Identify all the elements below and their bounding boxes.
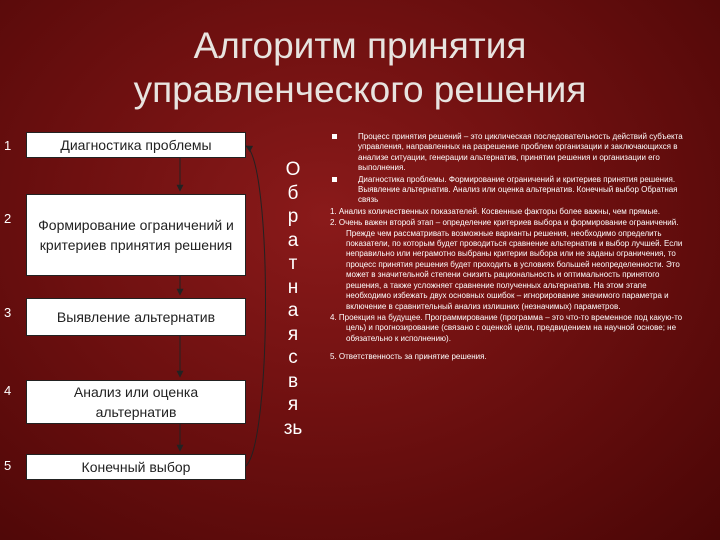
bullet-item: Диагностика проблемы. Формирование ограничений и критериев принятия решения. Выявление альтернатив. Анализ или оценка альтернатив. Конечный выбор Обратная связь xyxy=(326,175,688,206)
step-label: Конечный выбор xyxy=(81,459,191,475)
feedback-letter: с xyxy=(288,347,298,368)
step-number-1: 1 xyxy=(4,138,12,153)
feedback-vertical-label xyxy=(281,158,305,440)
feedback-letter: б xyxy=(287,182,299,204)
step-label: Диагностика проблемы xyxy=(60,137,212,153)
feedback-letter: я xyxy=(287,323,299,345)
step-number-5: 5 xyxy=(4,458,12,473)
explanation-text xyxy=(326,132,688,363)
feedback-letter: зь xyxy=(283,417,303,439)
feedback-letter: О xyxy=(285,159,301,180)
numbered-item: 2. Очень важен второй этап – определение критериев выбора и формирование ограничений. Прежде чем рассматривать возможные варианты решения, необходимо определить показатели, по которым будет проводиться сравнение альтернатив и выбор лучшей. Если неправильно или неграмотно выбраны критерии выбора или не заданы ограничения, то процесс принятия решения будет проходить в условиях большей неопределенности. Это может в значительной степени снизить рациональность и оптимальность принятого решения, а также усложняет сравнение полученных альтернатив. На этом этапе необходимо избежать двух основных ошибок – игнорирование значимого параметра и включение в сравнительный анализ излишних (незначимых) параметров. xyxy=(330,218,683,311)
feedback-letter: а xyxy=(287,229,299,251)
step-label: Формирование ограничений и критериев принятия решения xyxy=(38,217,234,253)
step-label: Выявление альтернатив xyxy=(56,309,216,325)
numbered-item: 1. Анализ количественных показателей. Косвенные факторы более важны, чем прямые. xyxy=(330,206,660,216)
numbered-item: 5. Ответственность за принятие решения. xyxy=(330,352,487,362)
square-bullet-icon xyxy=(332,134,337,139)
feedback-letter: н xyxy=(287,276,299,298)
feedback-letter: я xyxy=(287,394,299,415)
numbered-item: 4. Проекция на будущее. Программирование (программа – это что-то временное под какую-то цель) и прогнозирование (связано с оценкой цели, предвидением на научной основе; не обязательно к исполнению). xyxy=(330,312,683,343)
step-label: Анализ или оценка альтернатив xyxy=(73,384,199,420)
step-number-4: 4 xyxy=(4,383,12,398)
page-title: Алгоритм принятия управленческого решения xyxy=(133,25,587,110)
step-number-3: 3 xyxy=(4,305,12,320)
bullet-item: Процесс принятия решений – это циклическая последовательность действий субъекта управления, направленных на разрешение проблем организации и заключающихся в анализе ситуации, генерации альтернатив, принятии решения и организации его выполнения. xyxy=(326,132,688,174)
feedback-letter: а xyxy=(287,300,299,321)
feedback-letter: р xyxy=(287,206,299,227)
square-bullet-icon xyxy=(332,177,337,182)
feedback-letter: т xyxy=(288,253,298,274)
step-number-2: 2 xyxy=(4,211,12,226)
feedback-loop-arrow xyxy=(246,146,266,466)
feedback-letter: в xyxy=(287,370,299,392)
